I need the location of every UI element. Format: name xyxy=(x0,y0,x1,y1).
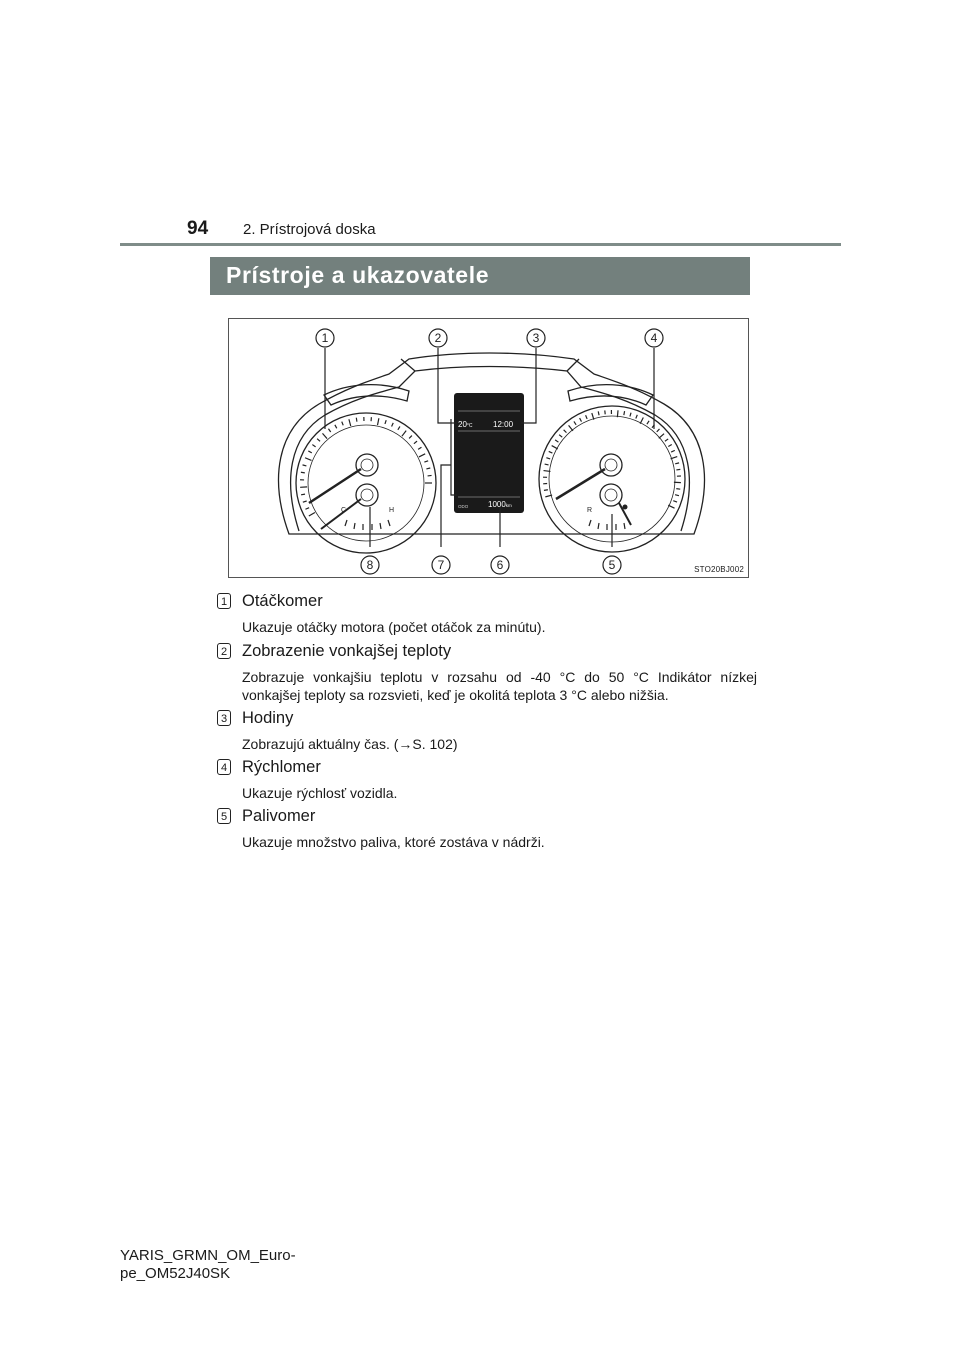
odometer-label: ODO xyxy=(458,504,469,509)
item-number: 1 xyxy=(217,593,231,609)
tachometer-bezel xyxy=(296,413,436,553)
item-description: Ukazuje otáčky motora (počet otáčok za minútu). xyxy=(242,619,546,635)
odometer-readout: 1000km xyxy=(488,500,512,509)
tachometer-hub xyxy=(356,454,378,476)
item-title: Hodiny xyxy=(242,709,294,727)
speedometer-tick xyxy=(580,418,582,422)
item-description: Zobrazujú aktuálny čas. (→S. 102) xyxy=(242,736,458,752)
footer-line-1: YARIS_GRMN_OM_Euro- xyxy=(120,1247,296,1264)
figure-code: STO20BJ002 xyxy=(694,565,744,574)
right-hood-wing xyxy=(568,385,653,405)
speedometer-tick xyxy=(671,450,675,452)
speedometer-tick xyxy=(544,490,548,491)
speedometer-needle xyxy=(556,469,605,499)
hot-mark: H xyxy=(389,507,395,514)
speedometer-tick xyxy=(564,430,567,433)
speedometer-tick xyxy=(544,471,551,472)
speedometer-tick xyxy=(675,463,679,464)
footer-line-2: pe_OM52J40SK xyxy=(120,1265,231,1282)
item-title: Otáčkomer xyxy=(242,592,323,610)
tachometer-tick xyxy=(303,501,307,502)
tachometer-tick xyxy=(419,454,425,457)
tachometer-tick xyxy=(402,431,406,437)
tachometer-tick xyxy=(308,451,311,453)
speedometer-tick xyxy=(659,434,664,439)
leader-line-7 xyxy=(441,465,451,547)
item-number: 5 xyxy=(217,808,231,824)
speedometer-tick xyxy=(549,451,553,453)
tachometer-tick xyxy=(342,422,343,426)
tachometer-tick xyxy=(409,436,412,439)
tachometer-tick xyxy=(356,418,357,422)
cold-mark: C xyxy=(341,507,347,514)
chapter-title: 2. Prístrojová doska xyxy=(243,221,376,238)
tachometer-tick xyxy=(414,441,417,444)
tachometer-tick xyxy=(328,429,330,432)
tachometer-tick xyxy=(418,447,421,449)
tachometer-tick xyxy=(335,425,337,429)
speedometer-hub xyxy=(600,454,622,476)
item-description: Zobrazuje vonkajšiu teplotu v rozsahu od -40 °C do 50 °C Indikátor nízkej vonkajšej teploty sa rozsvieti, keď je okolitá teplota 3 °C alebo nižšia. xyxy=(242,669,757,703)
tachometer-tick xyxy=(398,426,400,429)
callout-label-3: 3 xyxy=(532,331,540,345)
item-title: Zobrazenie vonkajšej teploty xyxy=(242,642,452,660)
speedometer-tick xyxy=(640,418,643,424)
section-title: Prístroje a ukazovatele xyxy=(226,262,490,288)
speedometer-tick xyxy=(552,446,558,449)
callout-label-7: 7 xyxy=(437,558,445,572)
tachometer-tick xyxy=(385,420,386,424)
speedometer-tick xyxy=(546,458,550,459)
callout-label-2: 2 xyxy=(434,331,442,345)
callout-label-5: 5 xyxy=(608,558,616,572)
tachometer-tick xyxy=(322,433,327,438)
speedometer-tick xyxy=(586,415,588,419)
tachometer-tick xyxy=(317,439,320,442)
tachometer-tick xyxy=(305,508,309,510)
fuel-pump-icon xyxy=(623,505,628,510)
speedometer-tick xyxy=(545,464,549,465)
item-description: Ukazuje rýchlosť vozidla. xyxy=(242,785,398,801)
speedometer-tick xyxy=(569,425,573,430)
speedometer-tick xyxy=(630,413,631,417)
item-number: 2 xyxy=(217,643,231,659)
clock-readout: 12:00 xyxy=(493,420,514,429)
speedometer-tick xyxy=(676,469,680,470)
page-number: 94 xyxy=(187,218,209,239)
speedometer-tick xyxy=(574,421,576,424)
speedometer-tick xyxy=(668,445,671,447)
item-number: 3 xyxy=(217,710,231,726)
speedometer-tick xyxy=(636,415,637,419)
item-title: Rýchlomer xyxy=(242,758,321,776)
tachometer-tick xyxy=(349,419,351,426)
header-rule xyxy=(120,243,841,246)
speedometer-tick xyxy=(624,411,625,415)
speedometer-tick xyxy=(598,411,599,415)
callout-label-6: 6 xyxy=(496,558,504,572)
speedometer-tick xyxy=(673,501,677,502)
tachometer-tick xyxy=(309,513,315,517)
speedometer-tick xyxy=(665,439,668,441)
tachometer-tick xyxy=(426,468,430,469)
speedometer-tick xyxy=(555,440,558,442)
fuel-gauge-hub xyxy=(600,484,622,506)
speedometer-tick xyxy=(617,410,618,417)
item-title: Palivomer xyxy=(242,807,316,825)
speedometer-tick xyxy=(675,495,679,496)
tachometer-tick xyxy=(378,418,379,425)
speedometer-tick xyxy=(559,435,562,438)
tachometer-tick xyxy=(301,494,305,495)
speedometer-tick xyxy=(657,429,660,432)
temperature-readout: 20°C xyxy=(458,420,473,429)
instrument-cluster-figure xyxy=(228,318,749,578)
tachometer-needle xyxy=(309,469,361,503)
temperature-gauge-hub xyxy=(356,484,378,506)
footer-document-id xyxy=(120,1247,296,1283)
reserve-mark: R xyxy=(587,507,593,514)
callout-label-8: 8 xyxy=(366,558,374,572)
speedometer-tick xyxy=(647,421,649,424)
tachometer-tick xyxy=(392,423,394,427)
tachometer-tick xyxy=(424,461,428,462)
callout-label-1: 1 xyxy=(321,331,329,345)
tachometer-tick xyxy=(312,445,315,447)
tachometer-tick xyxy=(301,472,305,473)
tachometer-tick xyxy=(305,458,311,461)
item-description: Ukazuje množstvo paliva, ktoré zostáva v nádrži. xyxy=(242,834,545,850)
item-number: 4 xyxy=(217,759,231,775)
speedometer-tick xyxy=(676,489,680,490)
tachometer-tick xyxy=(303,465,307,466)
instrument-cluster-illustration xyxy=(229,319,748,577)
speedometer-tick xyxy=(668,505,674,508)
callout-label-4: 4 xyxy=(650,331,658,345)
fuel-gauge-ticks xyxy=(589,520,625,530)
temperature-gauge-ticks xyxy=(345,520,390,530)
